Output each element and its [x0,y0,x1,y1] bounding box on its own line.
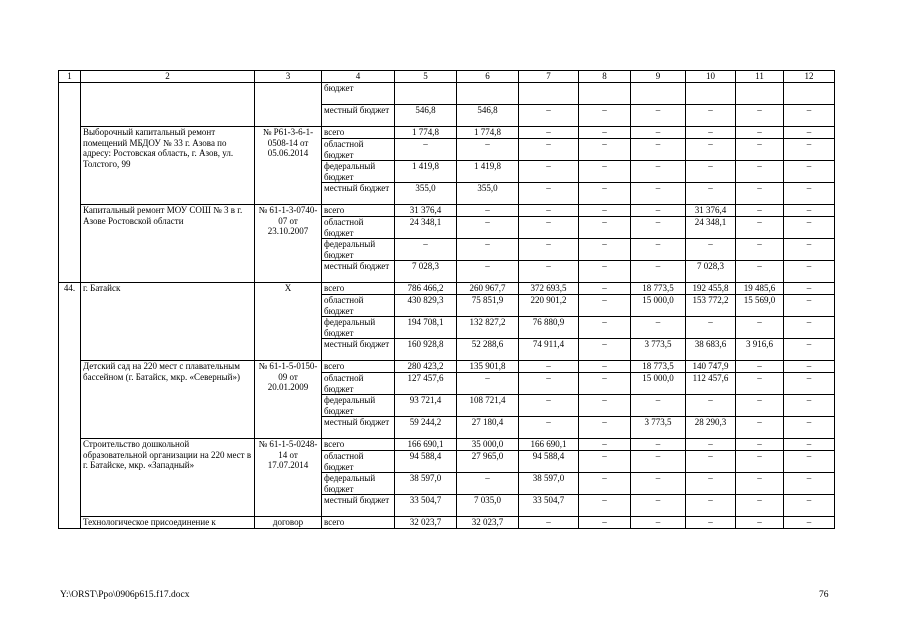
table-row [59,439,835,451]
document-reference-cell: Х [255,283,322,361]
amount-cell: – [519,127,579,139]
amount-cell: – [519,361,579,373]
amount-cell: – [395,239,457,261]
amount-cell: – [784,473,835,495]
amount-cell: 1 419,8 [395,161,457,183]
amount-cell: 24 348,1 [686,217,736,239]
amount-cell: 76 880,9 [519,317,579,339]
amount-cell: – [686,451,736,473]
amount-cell: – [631,451,686,473]
amount-cell: – [736,217,784,239]
amount-cell: 18 773,5 [631,361,686,373]
column-number-1: 1 [59,71,81,83]
amount-cell: 27 965,0 [457,451,519,473]
amount-cell: – [784,417,835,439]
amount-cell: – [784,439,835,451]
amount-cell: – [736,517,784,529]
amount-cell [631,83,686,105]
amount-cell: – [686,161,736,183]
amount-cell: 52 288,6 [457,339,519,361]
amount-cell: – [579,105,631,127]
amount-cell: 160 928,8 [395,339,457,361]
amount-cell: – [457,239,519,261]
amount-cell: 38 597,0 [395,473,457,495]
amount-cell: 19 485,6 [736,283,784,295]
column-number-3: 3 [255,71,322,83]
funding-source-cell: местный бюджет [322,495,395,517]
amount-cell: 33 504,7 [519,495,579,517]
column-number-7: 7 [519,71,579,83]
funding-source-cell: областной бюджет [322,451,395,473]
amount-cell: 33 504,7 [395,495,457,517]
column-number-5: 5 [395,71,457,83]
amount-cell: 786 466,2 [395,283,457,295]
budget-table [58,70,835,529]
amount-cell: 355,0 [457,183,519,205]
funding-source-cell: всего [322,127,395,139]
amount-cell: – [686,139,736,161]
amount-cell: – [784,239,835,261]
amount-cell: 546,8 [457,105,519,127]
amount-cell: 15 000,0 [631,295,686,317]
amount-cell: – [579,373,631,395]
object-name-cell [81,83,255,127]
amount-cell: – [519,517,579,529]
amount-cell: 7 035,0 [457,495,519,517]
table-row [59,361,835,373]
amount-cell: – [519,139,579,161]
amount-cell: – [736,183,784,205]
amount-cell: – [579,261,631,283]
funding-source-cell: областной бюджет [322,217,395,239]
amount-cell: 7 028,3 [395,261,457,283]
amount-cell: – [784,395,835,417]
amount-cell: – [579,473,631,495]
amount-cell: – [579,161,631,183]
amount-cell: – [519,205,579,217]
amount-cell: – [631,317,686,339]
amount-cell: – [457,205,519,217]
amount-cell: – [579,439,631,451]
amount-cell: – [579,139,631,161]
amount-cell: 24 348,1 [395,217,457,239]
amount-cell: – [686,239,736,261]
amount-cell: – [457,217,519,239]
amount-cell: – [784,373,835,395]
amount-cell: 430 829,3 [395,295,457,317]
amount-cell: 31 376,4 [686,205,736,217]
amount-cell [686,83,736,105]
amount-cell: – [736,139,784,161]
amount-cell: – [631,127,686,139]
amount-cell: – [686,517,736,529]
amount-cell: 546,8 [395,105,457,127]
amount-cell: – [579,317,631,339]
amount-cell: – [686,395,736,417]
amount-cell: 3 916,6 [736,339,784,361]
amount-cell: – [631,205,686,217]
amount-cell: 3 773,5 [631,417,686,439]
amount-cell: – [631,139,686,161]
amount-cell: – [395,139,457,161]
amount-cell: – [784,139,835,161]
funding-source-cell: местный бюджет [322,261,395,283]
amount-cell: – [736,395,784,417]
amount-cell: 28 290,3 [686,417,736,439]
amount-cell: 15 569,0 [736,295,784,317]
amount-cell: 32 023,7 [395,517,457,529]
column-number-9: 9 [631,71,686,83]
amount-cell: – [631,439,686,451]
amount-cell: 93 721,4 [395,395,457,417]
amount-cell: 1 774,8 [457,127,519,139]
amount-cell: – [784,295,835,317]
item-number-cell: 44. [59,283,81,529]
amount-cell: – [736,473,784,495]
funding-source-cell: областной бюджет [322,139,395,161]
amount-cell: – [519,417,579,439]
amount-cell: 127 457,6 [395,373,457,395]
amount-cell: – [784,339,835,361]
amount-cell: – [784,161,835,183]
funding-source-cell: местный бюджет [322,417,395,439]
object-name-cell: Выборочный капитальный ремонт помещений МБДОУ № 33 г. Азова по адресу: Ростовская область, г. Азов, ул. Толстого, 99 [81,127,255,205]
amount-cell: – [686,439,736,451]
amount-cell: – [784,105,835,127]
amount-cell: – [736,317,784,339]
amount-cell: – [736,361,784,373]
amount-cell: – [579,183,631,205]
amount-cell: – [579,127,631,139]
amount-cell: – [519,183,579,205]
amount-cell: 38 597,0 [519,473,579,495]
table-row [59,127,835,139]
amount-cell: – [784,261,835,283]
amount-cell: – [579,295,631,317]
document-reference-cell: № 61-1-5-0248-14 от 17.07.2014 [255,439,322,517]
amount-cell: – [579,339,631,361]
amount-cell [395,83,457,105]
page-number: 76 [819,590,829,600]
amount-cell: 1 774,8 [395,127,457,139]
document-reference-cell [255,83,322,127]
funding-source-cell: областной бюджет [322,373,395,395]
amount-cell: – [631,473,686,495]
object-name-cell: Детский сад на 220 мест с плавательным бассейном (г. Батайск, мкр. «Северный») [81,361,255,439]
amount-cell: – [736,439,784,451]
amount-cell: – [631,495,686,517]
amount-cell: 192 455,8 [686,283,736,295]
amount-cell: – [579,495,631,517]
amount-cell: – [784,127,835,139]
funding-source-cell: всего [322,361,395,373]
amount-cell: – [519,239,579,261]
amount-cell: – [631,239,686,261]
table-row [59,205,835,217]
amount-cell: 280 423,2 [395,361,457,373]
amount-cell [519,83,579,105]
amount-cell: – [736,105,784,127]
amount-cell: – [784,361,835,373]
funding-source-cell: местный бюджет [322,183,395,205]
amount-cell: – [631,517,686,529]
amount-cell: 59 244,2 [395,417,457,439]
document-reference-cell: № 61-1-3-0740-07 от 23.10.2007 [255,205,322,283]
amount-cell: 220 901,2 [519,295,579,317]
object-name-cell: Строительство дошкольной образовательной организации на 220 мест в г. Батайске, мкр. «Западный» [81,439,255,517]
amount-cell: – [631,261,686,283]
object-name-cell: Капитальный ремонт МОУ СОШ № 3 в г. Азове Ростовской области [81,205,255,283]
amount-cell [457,83,519,105]
amount-cell: – [736,451,784,473]
amount-cell: 27 180,4 [457,417,519,439]
amount-cell: 355,0 [395,183,457,205]
amount-cell: – [784,451,835,473]
amount-cell: – [784,283,835,295]
funding-source-cell: местный бюджет [322,339,395,361]
amount-cell: – [736,417,784,439]
amount-cell: – [736,127,784,139]
column-number-4: 4 [322,71,395,83]
amount-cell: – [579,361,631,373]
amount-cell: 108 721,4 [457,395,519,417]
amount-cell: 260 967,7 [457,283,519,295]
amount-cell: 372 693,5 [519,283,579,295]
amount-cell: – [457,261,519,283]
amount-cell: 35 000,0 [457,439,519,451]
amount-cell: – [519,217,579,239]
amount-cell: – [686,105,736,127]
amount-cell: – [686,473,736,495]
amount-cell: – [631,183,686,205]
amount-cell: – [686,183,736,205]
amount-cell: 74 911,4 [519,339,579,361]
document-reference-cell: № Р61-3-6-1-0508-14 от 05.06.2014 [255,127,322,205]
amount-cell: 194 708,1 [395,317,457,339]
funding-source-cell: всего [322,283,395,295]
funding-source-cell: всего [322,517,395,529]
amount-cell: – [784,495,835,517]
amount-cell: 15 000,0 [631,373,686,395]
funding-source-cell: федеральный бюджет [322,239,395,261]
amount-cell: 132 827,2 [457,317,519,339]
amount-cell: – [784,183,835,205]
column-number-header-row [59,71,835,83]
amount-cell: 38 683,6 [686,339,736,361]
amount-cell: – [736,495,784,517]
funding-source-cell: бюджет [322,83,395,105]
funding-source-cell: федеральный бюджет [322,395,395,417]
column-number-2: 2 [81,71,255,83]
item-number-cell [59,83,81,283]
amount-cell: 166 690,1 [395,439,457,451]
object-name-cell: г. Батайск [81,283,255,361]
document-reference-cell: договор [255,517,322,529]
amount-cell: – [784,217,835,239]
amount-cell: – [736,373,784,395]
funding-source-cell: всего [322,205,395,217]
funding-source-cell: областной бюджет [322,295,395,317]
funding-source-cell: всего [322,439,395,451]
amount-cell: – [686,127,736,139]
amount-cell: – [579,283,631,295]
document-reference-cell: № 61-1-5-0150-09 от 20.01.2009 [255,361,322,439]
amount-cell: – [784,205,835,217]
amount-cell: 94 588,4 [519,451,579,473]
amount-cell: – [579,451,631,473]
amount-cell: – [631,161,686,183]
amount-cell: – [519,261,579,283]
amount-cell: 7 028,3 [686,261,736,283]
column-number-10: 10 [686,71,736,83]
amount-cell [784,83,835,105]
amount-cell: – [631,395,686,417]
amount-cell: 31 376,4 [395,205,457,217]
amount-cell: 135 901,8 [457,361,519,373]
table-row [59,517,835,529]
funding-source-cell: местный бюджет [322,105,395,127]
amount-cell: – [736,205,784,217]
amount-cell: – [736,239,784,261]
table-row [59,83,835,105]
column-number-6: 6 [457,71,519,83]
amount-cell: – [519,161,579,183]
amount-cell: – [686,317,736,339]
amount-cell: – [457,473,519,495]
amount-cell: 112 457,6 [686,373,736,395]
amount-cell: – [519,373,579,395]
column-number-8: 8 [579,71,631,83]
amount-cell: 32 023,7 [457,517,519,529]
amount-cell: 94 588,4 [395,451,457,473]
amount-cell: – [784,517,835,529]
amount-cell: – [736,261,784,283]
amount-cell: 140 747,9 [686,361,736,373]
amount-cell: – [579,417,631,439]
amount-cell: – [631,217,686,239]
amount-cell: – [457,139,519,161]
amount-cell: – [736,161,784,183]
amount-cell: – [519,395,579,417]
amount-cell: 153 772,2 [686,295,736,317]
column-number-11: 11 [736,71,784,83]
amount-cell: – [579,217,631,239]
amount-cell: – [631,105,686,127]
amount-cell: – [579,395,631,417]
funding-source-cell: федеральный бюджет [322,473,395,495]
amount-cell: 1 419,8 [457,161,519,183]
amount-cell [736,83,784,105]
amount-cell: – [579,239,631,261]
amount-cell: 75 851,9 [457,295,519,317]
amount-cell: 166 690,1 [519,439,579,451]
amount-cell: – [579,205,631,217]
amount-cell: 3 773,5 [631,339,686,361]
amount-cell: – [686,495,736,517]
funding-source-cell: федеральный бюджет [322,161,395,183]
amount-cell: – [579,517,631,529]
amount-cell: – [784,317,835,339]
column-number-12: 12 [784,71,835,83]
table-row [59,283,835,295]
footer-file-path: Y:\ORST\Ppo\0906p615.f17.docx [60,590,190,600]
amount-cell: – [457,373,519,395]
funding-source-cell: федеральный бюджет [322,317,395,339]
amount-cell [579,83,631,105]
amount-cell: 18 773,5 [631,283,686,295]
object-name-cell: Технологическое присоединение к [81,517,255,529]
amount-cell: – [519,105,579,127]
